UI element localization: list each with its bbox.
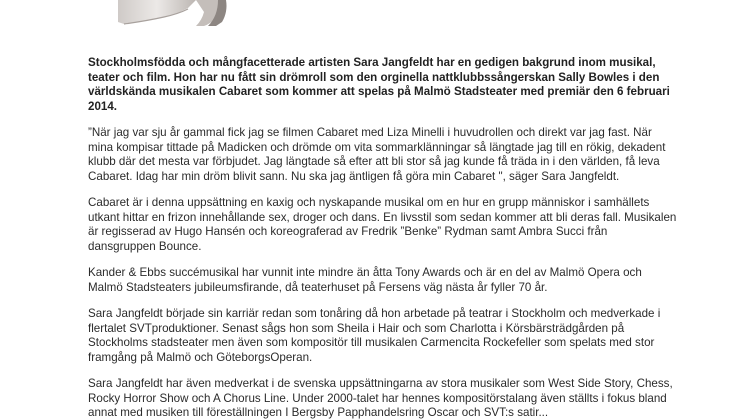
article-paragraph-5: Sara Jangfeldt har även medverkat i de svenska uppsättningarna av stora musikaler som West Side Story, Chess, Rocky Horror Show och A Chorus Line. Under 2000-talet har hennes kompositörstalang även ställts i fokus bland annat med musiken till föreställningen I Bergsby Papphandelsring Oscar och SVT:s satir... (88, 377, 673, 419)
portrait-photo (118, 0, 248, 26)
article-paragraph-4: Sara Jangfeldt började sin karriär redan som tonåring då hon arbetade på teatrar i Stockholm och medverkade i flertalet SVTproduktioner. Senast sågs hon som Sheila i Hair och som Charlotta i Körsbärsträdgården på Stockholms stadsteater men även som kompositör till musikalen Carmencita Rockefeller som spelats med stor framgång på Malmö och GöteborgsOperan. (88, 307, 661, 364)
article-paragraph-3: Kander & Ebbs succémusikal har vunnit inte mindre än åtta Tony Awards och är en del av Malmö Opera och Malmö Stadsteaters jubileumsfirande, då teaterhuset på Fersens väg nästa år fyller 70 år. (88, 266, 642, 294)
portrait-photo-icon (118, 0, 248, 26)
article-body (88, 56, 678, 419)
article-paragraph-1: ”När jag var sju år gammal fick jag se filmen Cabaret med Liza Minelli i huvudrollen och direkt var jag fast. När mina kompisar tittade på Madicken och drömde om vita sommarklänningar så längtade jag till en rökig, dekadent klubb där det mesta var förbjudet. Jag längtade så efter att bli stor så jag kunde få träda in i den världen, få leva Cabaret. Idag har min dröm blivit sann. Nu ska jag äntligen få göra min Cabaret ", säger Sara Jangfeldt. (88, 126, 666, 183)
article-lead: Stockholmsfödda och mångfacetterade artisten Sara Jangfeldt har en gedigen bakgrund inom musikal, teater och film. Hon har nu fått sin drömroll som den orginella nattklubbssångerskan Sally Bowles i den världskända musikalen Cabaret som kommer att spelas på Malmö Stadsteater med premiär den 6 februari 2014. (88, 56, 670, 113)
article-paragraph-2: Cabaret är i denna uppsättning en kaxig och nyskapande musikal om en hur en grupp människor i samhällets utkant hittar en frizon innehållande sex, droger och dans. En livsstil som sedan kommer att bli deras fall. Musikalen är regisserad av Hugo Hansén och koreograferad av Fredrik ”Benke” Rydman samt Ambra Succi från dansgruppen Bounce. (88, 196, 677, 253)
